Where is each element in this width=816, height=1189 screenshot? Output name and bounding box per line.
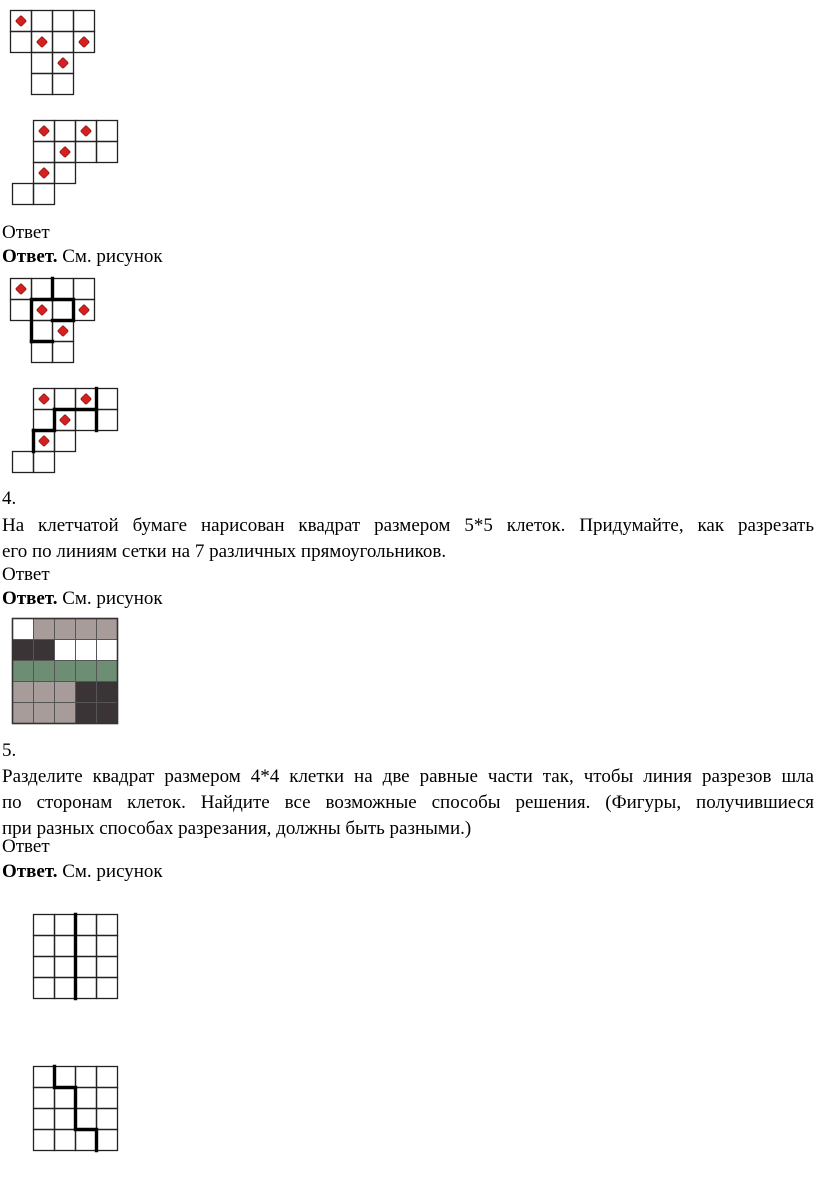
task5-line-3: при разных способах разрезания, должны быть разными.) xyxy=(2,818,472,839)
grid-cell xyxy=(11,32,32,53)
grid-cell xyxy=(34,184,55,205)
grid-cell xyxy=(32,53,53,74)
answer-figure-1 xyxy=(10,278,100,366)
grid-cell xyxy=(76,915,97,936)
red-diamond-marker xyxy=(38,435,49,446)
grid-cell xyxy=(76,936,97,957)
grid-cell xyxy=(55,431,76,452)
grid-cell xyxy=(97,1067,118,1088)
red-diamond-marker xyxy=(78,304,89,315)
red-diamond-marker xyxy=(36,304,47,315)
colored-cell xyxy=(97,661,118,682)
grid-cell xyxy=(74,279,95,300)
grid-cell xyxy=(34,936,55,957)
answer-line-1 xyxy=(2,245,163,269)
colored-cell xyxy=(13,640,34,661)
grid-cell xyxy=(32,74,53,95)
red-diamond-marker xyxy=(15,15,26,26)
grid-cell xyxy=(97,978,118,999)
colored-cell xyxy=(34,640,55,661)
task5-number: 5. xyxy=(2,740,17,761)
task5-text xyxy=(2,764,814,842)
grid-cell xyxy=(97,410,118,431)
answer-label-3: Ответ xyxy=(2,836,50,857)
grid-cell xyxy=(53,300,74,321)
grid-cell xyxy=(34,1130,55,1151)
answer-line-3 xyxy=(2,860,163,884)
grid-cell xyxy=(55,1067,76,1088)
task4-line-1: На клетчатой бумаге нарисован квадрат размером 5*5 клеток. Придумайте, как разрезать xyxy=(2,515,814,536)
answer-line-2 xyxy=(2,587,163,611)
red-diamond-marker xyxy=(38,167,49,178)
answer-label-2: Ответ xyxy=(2,564,50,585)
task5-line-1: Разделите квадрат размером 4*4 клетки на две равные части так, чтобы линия разрезов шла xyxy=(2,766,814,787)
grid-cell xyxy=(97,1130,118,1151)
grid-cell xyxy=(76,978,97,999)
grid-cell xyxy=(55,978,76,999)
answer-rest: См. рисунок xyxy=(57,861,163,882)
grid-cell xyxy=(97,936,118,957)
red-diamond-marker xyxy=(59,414,70,425)
colored-cell xyxy=(34,661,55,682)
answer-figure-5x5 xyxy=(12,618,120,724)
answer-bold: Ответ. xyxy=(2,246,58,267)
grid-cell xyxy=(34,915,55,936)
colored-cell xyxy=(97,682,118,703)
grid-cell xyxy=(55,1130,76,1151)
colored-cell xyxy=(13,661,34,682)
grid-cell xyxy=(76,1067,97,1088)
colored-cell xyxy=(34,619,55,640)
grid-cell xyxy=(32,342,53,363)
grid-cell xyxy=(97,1088,118,1109)
grid-cell xyxy=(55,121,76,142)
grid-cell xyxy=(34,1088,55,1109)
red-diamond-marker xyxy=(80,393,91,404)
colored-cell xyxy=(13,682,34,703)
red-diamond-marker xyxy=(38,125,49,136)
grid-cell xyxy=(55,957,76,978)
grid-cell xyxy=(55,936,76,957)
colored-cell xyxy=(34,703,55,724)
grid-cell xyxy=(97,142,118,163)
colored-cell xyxy=(76,703,97,724)
puzzle-figure-1 xyxy=(10,10,100,98)
grid-cell xyxy=(76,142,97,163)
grid-cell xyxy=(97,121,118,142)
grid-cell xyxy=(74,11,95,32)
red-diamond-marker xyxy=(78,36,89,47)
colored-cell xyxy=(55,640,76,661)
colored-cell xyxy=(76,640,97,661)
grid-cell xyxy=(55,1088,76,1109)
grid-cell xyxy=(53,279,74,300)
grid-cell xyxy=(55,389,76,410)
grid-cell xyxy=(97,957,118,978)
answer-bold: Ответ. xyxy=(2,861,58,882)
red-diamond-marker xyxy=(80,125,91,136)
red-diamond-marker xyxy=(57,325,68,336)
grid-cell xyxy=(13,452,34,473)
grid-cell xyxy=(32,279,53,300)
grid-cell xyxy=(11,300,32,321)
grid-cell xyxy=(76,957,97,978)
colored-cell xyxy=(76,682,97,703)
cut-line xyxy=(53,300,74,321)
grid-cell xyxy=(53,11,74,32)
answer-rest: См. рисунок xyxy=(57,588,163,609)
answer-bold: Ответ. xyxy=(2,588,58,609)
grid-cell xyxy=(34,1109,55,1130)
grid-cell xyxy=(76,1130,97,1151)
red-diamond-marker xyxy=(36,36,47,47)
grid-cell xyxy=(76,1109,97,1130)
colored-cell xyxy=(55,682,76,703)
colored-cell xyxy=(97,640,118,661)
grid-cell xyxy=(53,32,74,53)
grid-cell xyxy=(55,915,76,936)
grid-cell xyxy=(97,1109,118,1130)
colored-cell xyxy=(97,703,118,724)
task4-line-2: его по линиям сетки на 7 различных прямоугольников. xyxy=(2,541,447,562)
colored-cell xyxy=(55,619,76,640)
grid-cell xyxy=(53,342,74,363)
colored-cell xyxy=(55,703,76,724)
colored-cell xyxy=(55,661,76,682)
answer-rest: См. рисунок xyxy=(57,246,163,267)
grid-cell xyxy=(13,184,34,205)
grid-cell xyxy=(76,410,97,431)
task5-line-2: по сторонам клеток. Найдите все возможные способы решения. (Фигуры, получившиеся xyxy=(2,792,814,813)
grid-cell xyxy=(34,957,55,978)
task4-number: 4. xyxy=(2,488,17,509)
colored-cell xyxy=(34,682,55,703)
grid-cell xyxy=(34,410,55,431)
answer-figure-2 xyxy=(12,388,122,476)
answer-figure-4x4-a xyxy=(33,914,121,1002)
grid-cell xyxy=(97,915,118,936)
red-diamond-marker xyxy=(57,57,68,68)
red-diamond-marker xyxy=(15,283,26,294)
grid-cell xyxy=(55,1109,76,1130)
task4-text xyxy=(2,513,814,565)
colored-cell xyxy=(13,619,34,640)
grid-cell xyxy=(34,452,55,473)
colored-cell xyxy=(13,703,34,724)
grid-cell xyxy=(76,1088,97,1109)
red-diamond-marker xyxy=(38,393,49,404)
answer-figure-4x4-b xyxy=(33,1066,121,1154)
grid-cell xyxy=(53,74,74,95)
colored-cell xyxy=(97,619,118,640)
answer-label-1: Ответ xyxy=(2,222,50,243)
colored-cell xyxy=(76,661,97,682)
colored-cell xyxy=(76,619,97,640)
grid-cell xyxy=(55,163,76,184)
grid-cell xyxy=(34,142,55,163)
grid-cell xyxy=(32,321,53,342)
grid-cell xyxy=(34,1067,55,1088)
puzzle-figure-2 xyxy=(12,120,122,208)
grid-cell xyxy=(32,11,53,32)
red-diamond-marker xyxy=(59,146,70,157)
grid-cell xyxy=(97,389,118,410)
grid-cell xyxy=(34,978,55,999)
